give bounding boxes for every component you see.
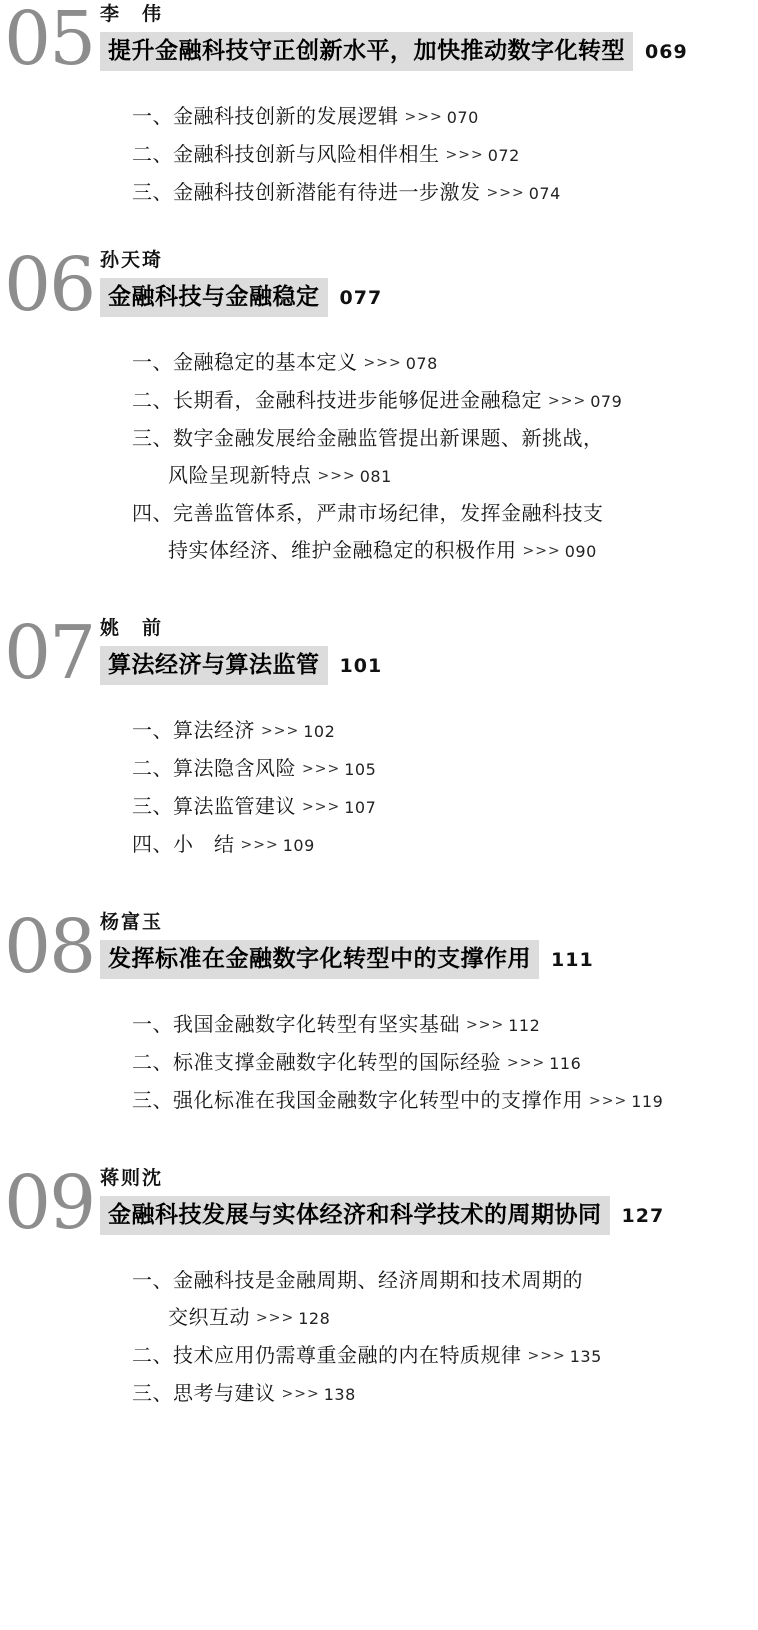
chapter-page-number: 127 xyxy=(621,1205,665,1227)
chapter-title[interactable]: 提升金融科技守正创新水平，加快推动数字化转型 xyxy=(100,32,633,71)
section-label: 一、 xyxy=(132,1012,173,1036)
chapter-page-number: 077 xyxy=(339,287,383,309)
chapter-author: 姚 前 xyxy=(100,617,164,639)
section-label: 三、 xyxy=(132,1381,173,1405)
section-text: 数字金融发展给金融监管提出新课题、新挑战， xyxy=(173,426,604,450)
leader-dots: >>> xyxy=(302,799,341,815)
leader-dots: >>> xyxy=(240,837,279,853)
list-item[interactable] xyxy=(132,382,758,420)
list-item[interactable] xyxy=(132,1337,758,1375)
section-label: 三、 xyxy=(132,180,173,204)
section-page-number: 128 xyxy=(298,1309,331,1328)
chapter-title[interactable]: 金融科技发展与实体经济和科学技术的周期协同 xyxy=(100,1196,610,1235)
leader-dots: >>> xyxy=(522,543,561,559)
chapter-number: 08 xyxy=(4,904,95,990)
list-item[interactable] xyxy=(132,420,758,495)
chapter-title-line xyxy=(100,278,758,317)
list-item[interactable] xyxy=(132,750,758,788)
list-item[interactable] xyxy=(132,826,758,864)
section-text: 思考与建议 xyxy=(173,1381,276,1405)
section-text: 金融科技创新的发展逻辑 xyxy=(173,104,399,128)
chapter-page-number: 069 xyxy=(645,41,688,63)
section-label: 一、 xyxy=(132,350,173,374)
section-text: 标准支撑金融数字化转型的国际经验 xyxy=(173,1050,501,1074)
chapter-title[interactable]: 金融科技与金融稳定 xyxy=(100,278,328,317)
section-label: 二、 xyxy=(132,388,173,412)
list-item[interactable] xyxy=(132,495,758,570)
toc-entry xyxy=(0,610,758,864)
section-page-number: 070 xyxy=(446,108,479,127)
chapter-page-number: 101 xyxy=(339,655,383,677)
section-page-number: 116 xyxy=(549,1054,582,1073)
leader-dots: >>> xyxy=(507,1055,546,1071)
section-text: 金融科技创新与风险相伴相生 xyxy=(173,142,440,166)
section-text-continued: 风险呈现新特点 xyxy=(168,463,312,487)
leader-dots: >>> xyxy=(589,1093,628,1109)
list-item[interactable] xyxy=(132,1044,758,1082)
section-text: 长期看，金融科技进步能够促进金融稳定 xyxy=(173,388,542,412)
section-label: 二、 xyxy=(132,756,173,780)
chapter-number: 06 xyxy=(4,242,95,328)
chapter-number: 09 xyxy=(4,1160,95,1246)
chapter-author: 孙天琦 xyxy=(100,249,164,271)
section-page-number: 109 xyxy=(282,836,315,855)
chapter-author: 李 伟 xyxy=(100,3,164,25)
section-label: 三、 xyxy=(132,794,173,818)
section-list xyxy=(0,712,758,864)
chapter-number: 05 xyxy=(4,0,95,82)
section-label: 一、 xyxy=(132,1268,173,1292)
chapter-number: 07 xyxy=(4,610,95,696)
section-list xyxy=(0,1262,758,1413)
leader-dots: >>> xyxy=(363,355,402,371)
leader-dots: >>> xyxy=(486,185,525,201)
leader-dots: >>> xyxy=(466,1017,505,1033)
section-text: 算法隐含风险 xyxy=(173,756,296,780)
section-page-number: 072 xyxy=(487,146,520,165)
list-item[interactable] xyxy=(132,1375,758,1413)
chapter-title-line xyxy=(100,32,758,71)
list-item[interactable] xyxy=(132,1082,758,1120)
section-page-number: 112 xyxy=(508,1016,541,1035)
section-list xyxy=(0,1006,758,1120)
chapter-title-line xyxy=(100,646,758,685)
section-label: 一、 xyxy=(132,104,173,128)
section-text: 强化标准在我国金融数字化转型中的支撑作用 xyxy=(173,1088,583,1112)
leader-dots: >>> xyxy=(261,723,300,739)
section-text: 金融科技是金融周期、经济周期和技术周期的 xyxy=(173,1268,583,1292)
chapter-title-line xyxy=(100,1196,758,1235)
chapter-author: 蒋则沈 xyxy=(100,1167,164,1189)
section-text: 完善监管体系，严肃市场纪律，发挥金融科技支 xyxy=(173,501,604,525)
toc-entry-header xyxy=(0,1160,758,1252)
leader-dots: >>> xyxy=(317,468,356,484)
leader-dots: >>> xyxy=(445,147,484,163)
section-page-number: 090 xyxy=(564,542,597,561)
section-page-number: 138 xyxy=(323,1385,356,1404)
section-text: 技术应用仍需尊重金融的内在特质规律 xyxy=(173,1343,522,1367)
section-label: 二、 xyxy=(132,142,173,166)
leader-dots: >>> xyxy=(256,1310,295,1326)
leader-dots: >>> xyxy=(404,109,443,125)
chapter-page-number: 111 xyxy=(551,949,594,971)
section-text: 金融科技创新潜能有待进一步激发 xyxy=(173,180,481,204)
section-label: 三、 xyxy=(132,1088,173,1112)
leader-dots: >>> xyxy=(548,393,587,409)
list-item[interactable] xyxy=(132,136,758,174)
list-item[interactable] xyxy=(132,1006,758,1044)
section-page-number: 078 xyxy=(405,354,438,373)
section-text: 算法监管建议 xyxy=(173,794,296,818)
chapter-title[interactable]: 算法经济与算法监管 xyxy=(100,646,328,685)
chapter-author: 杨富玉 xyxy=(100,911,164,933)
list-item[interactable] xyxy=(132,788,758,826)
section-page-number: 107 xyxy=(344,798,377,817)
section-text-continued: 交织互动 xyxy=(168,1305,250,1329)
list-item[interactable] xyxy=(132,712,758,750)
section-text: 我国金融数字化转型有坚实基础 xyxy=(173,1012,460,1036)
toc-entry-header xyxy=(0,904,758,996)
section-page-number: 105 xyxy=(344,760,377,779)
list-item[interactable] xyxy=(132,344,758,382)
toc-entry-header xyxy=(0,610,758,702)
toc-entry xyxy=(0,0,758,212)
section-text-continued-line xyxy=(132,1299,758,1337)
section-label: 四、 xyxy=(132,501,173,525)
leader-dots: >>> xyxy=(281,1386,320,1402)
section-page-number: 119 xyxy=(631,1092,664,1111)
toc-entry-header xyxy=(0,0,758,88)
section-text-continued-line xyxy=(132,457,758,495)
section-list xyxy=(0,344,758,570)
section-label: 四、 xyxy=(132,832,173,856)
section-list xyxy=(0,98,758,212)
section-page-number: 079 xyxy=(590,392,623,411)
section-label: 一、 xyxy=(132,718,173,742)
section-label: 二、 xyxy=(132,1343,173,1367)
section-page-number: 074 xyxy=(528,184,561,203)
section-text: 算法经济 xyxy=(173,718,255,742)
section-label: 三、 xyxy=(132,426,173,450)
toc-entry xyxy=(0,242,758,570)
leader-dots: >>> xyxy=(302,761,341,777)
section-label: 二、 xyxy=(132,1050,173,1074)
list-item[interactable] xyxy=(132,1262,758,1337)
chapter-title[interactable]: 发挥标准在金融数字化转型中的支撑作用 xyxy=(100,940,539,979)
toc-entry xyxy=(0,1160,758,1413)
section-text: 小 结 xyxy=(173,832,235,856)
section-page-number: 102 xyxy=(303,722,336,741)
list-item[interactable] xyxy=(132,174,758,212)
list-item[interactable] xyxy=(132,98,758,136)
section-text-continued-line xyxy=(132,532,758,570)
section-text: 金融稳定的基本定义 xyxy=(173,350,358,374)
section-text-continued: 持实体经济、维护金融稳定的积极作用 xyxy=(168,538,517,562)
leader-dots: >>> xyxy=(527,1348,566,1364)
toc-entry xyxy=(0,904,758,1120)
chapter-title-line xyxy=(100,940,758,979)
section-page-number: 081 xyxy=(359,467,392,486)
toc-entry-header xyxy=(0,242,758,334)
section-page-number: 135 xyxy=(569,1347,602,1366)
